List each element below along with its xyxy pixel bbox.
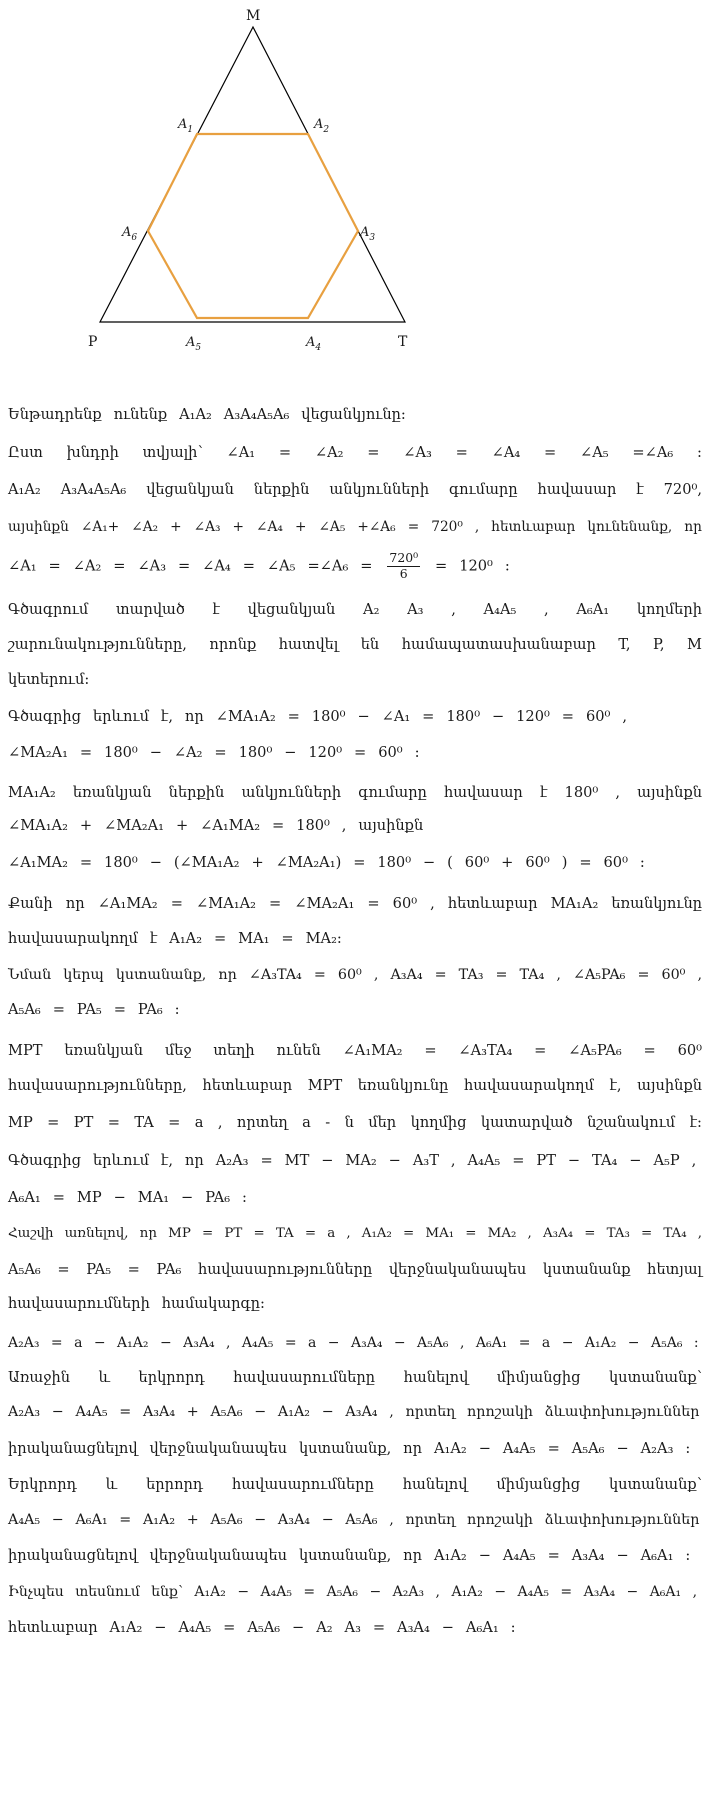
text-line-21: Գծագրից երևում է, որ A₂A₃ = MT − MA₂ − A₃T , A₄A₅ = PT − TA₄ − A₅P , xyxy=(8,1152,697,1169)
label-p: P xyxy=(88,334,98,350)
text-line-14: Քանի որ ∠A₁MA₂ = ∠MA₁A₂ = ∠MA₂A₁ = 60⁰ , հետևաբար MA₁A₂ եռանկյունը xyxy=(8,895,702,912)
label-a3: $A_3$ xyxy=(360,225,376,243)
geometry-figure xyxy=(0,0,710,400)
text-line-19: հավասարությունները, հետևաբար MPT եռանկյունը հավասարակողմ է, այսինքն xyxy=(8,1077,702,1094)
text-line-10: ∠MA₂A₁ = 180⁰ − ∠A₂ = 180⁰ − 120⁰ = 60⁰ ։ xyxy=(8,744,420,761)
angle-result: = 120⁰ ։ xyxy=(435,557,510,575)
text-line-32: իրականացնելով վերջնականապես կստանանք, որ A₁A₂ − A₄A₅ = A₃A₄ − A₆A₁ ։ xyxy=(8,1547,691,1564)
text-line-7: շարունակությունները, որոնք հատվել են համապատասխանաբար T, P, M xyxy=(8,636,702,653)
label-a4: $A_4$ xyxy=(306,335,322,353)
text-line-16: Նման կերպ կստանանք, որ ∠A₃TA₄ = 60⁰ , A₃A₄ = TA₃ = TA₄ , ∠A₅PA₆ = 60⁰ , xyxy=(8,967,702,983)
text-line-28: A₂A₃ − A₄A₅ = A₃A₄ + A₅A₆ − A₁A₂ − A₃A₄ , որտեղ որոշակի ձևափոխություններ xyxy=(8,1404,700,1420)
text-line-24: A₅A₆ = PA₅ = PA₆ հավասարությունները վերջնականապես կստանանք հետյալ xyxy=(8,1261,702,1278)
text-line-5 xyxy=(8,551,510,582)
text-line-6: Գծագրում տարված է վեցանկյան A₂ A₃ , A₄A₅ , A₆A₁ կողմերի xyxy=(8,601,702,618)
text-line-2: Ըստ խնդրի տվյալի՝ ∠A₁ = ∠A₂ = ∠A₃ = ∠A₄ = ∠A₅ =∠A₆ ։ xyxy=(8,444,702,461)
text-line-30: Երկրորդ և երրորդ հավասարումները հանելով միմյանցից կստանանք՝ xyxy=(8,1476,702,1493)
text-line-9: Գծագրից երևում է, որ ∠MA₁A₂ = 180⁰ − ∠A₁ = 180⁰ − 120⁰ = 60⁰ , xyxy=(8,708,627,725)
label-m: M xyxy=(246,8,261,24)
text-line-11: MA₁A₂ եռանկյան ներքին անկյունների գումարը հավասար է 180⁰ , այսինքն xyxy=(8,784,702,801)
text-line-27: Առաջին և երկրորդ հավասարումները հանելով միմյանցից կստանանք՝ xyxy=(8,1369,702,1386)
text-line-18: MPT եռանկյան մեջ տեղի ունեն ∠A₁MA₂ = ∠A₃TA₄ = ∠A₅PA₆ = 60⁰ xyxy=(8,1042,702,1059)
text-line-23: Հաշվի առնելով, որ MP = PT = TA = a , A₁A₂ = MA₁ = MA₂ , A₃A₄ = TA₃ = TA₄ , xyxy=(8,1226,702,1241)
text-line-12: ∠MA₁A₂ + ∠MA₂A₁ + ∠A₁MA₂ = 180⁰ , այսինքն xyxy=(8,817,424,834)
triangle-mpt xyxy=(100,27,405,322)
text-line-20: MP = PT = TA = a , որտեղ a - ն մեր կողմից կատարված նշանակում է։ xyxy=(8,1114,702,1131)
text-line-33: Ինչպես տեսնում ենք՝ A₁A₂ − A₄A₅ = A₅A₆ − A₂A₃ , A₁A₂ − A₄A₅ = A₃A₄ − A₆A₁ , xyxy=(8,1584,698,1600)
text-line-17: A₅A₆ = PA₅ = PA₆ ։ xyxy=(8,1001,180,1018)
text-line-34: հետևաբար A₁A₂ − A₄A₅ = A₅A₆ − A₂ A₃ = A₃A₄ − A₆A₁ ։ xyxy=(8,1619,516,1636)
text-line-1: Ենթադրենք ունենք A₁A₂ A₃A₄A₅A₆ վեցանկյունը։ xyxy=(8,406,406,423)
label-t: T xyxy=(398,334,408,350)
fraction-denominator: 6 xyxy=(399,565,408,581)
label-a6: $A_6$ xyxy=(122,225,138,243)
label-a1: $A_1$ xyxy=(178,117,194,135)
fraction-720-over-6 xyxy=(387,551,420,582)
text-line-22: A₆A₁ = MP − MA₁ − PA₆ ։ xyxy=(8,1189,247,1206)
text-line-15: հավասարակողմ է A₁A₂ = MA₁ = MA₂։ xyxy=(8,930,342,947)
text-line-13: ∠A₁MA₂ = 180⁰ − (∠MA₁A₂ + ∠MA₂A₁) = 180⁰ − ( 60⁰ + 60⁰ ) = 60⁰ ։ xyxy=(8,854,645,871)
label-a2: $A_2$ xyxy=(314,117,330,135)
text-line-4: այսինքն ∠A₁+ ∠A₂ + ∠A₃ + ∠A₄ + ∠A₅ +∠A₆ = 720⁰ , հետևաբար կունենանք, որ xyxy=(8,519,702,535)
text-line-26: A₂A₃ = a − A₁A₂ − A₃A₄ , A₄A₅ = a − A₃A₄ − A₅A₆ , A₆A₁ = a − A₁A₂ − A₅A₆ ։ xyxy=(8,1335,699,1351)
text-line-3: A₁A₂ A₃A₄A₅A₆ վեցանկյան ներքին անկյունների գումարը հավասար է 720⁰, xyxy=(8,481,702,498)
text-line-29: իրականացնելով վերջնականապես կստանանք, որ A₁A₂ − A₄A₅ = A₅A₆ − A₂A₃ ։ xyxy=(8,1440,691,1457)
text-line-8: կետերում։ xyxy=(8,671,90,688)
text-line-25: հավասարումների համակարգը։ xyxy=(8,1295,265,1312)
equal-angles: ∠A₁ = ∠A₂ = ∠A₃ = ∠A₄ = ∠A₅ =∠A₆ = xyxy=(8,557,373,575)
fraction-numerator: 720⁰ xyxy=(389,550,419,565)
label-a5: $A_5$ xyxy=(186,335,202,353)
text-line-31: A₄A₅ − A₆A₁ = A₁A₂ + A₅A₆ − A₃A₄ − A₅A₆ , որտեղ որոշակի ձևափոխություններ xyxy=(8,1512,700,1528)
hexagon-a1-a6 xyxy=(148,134,358,318)
